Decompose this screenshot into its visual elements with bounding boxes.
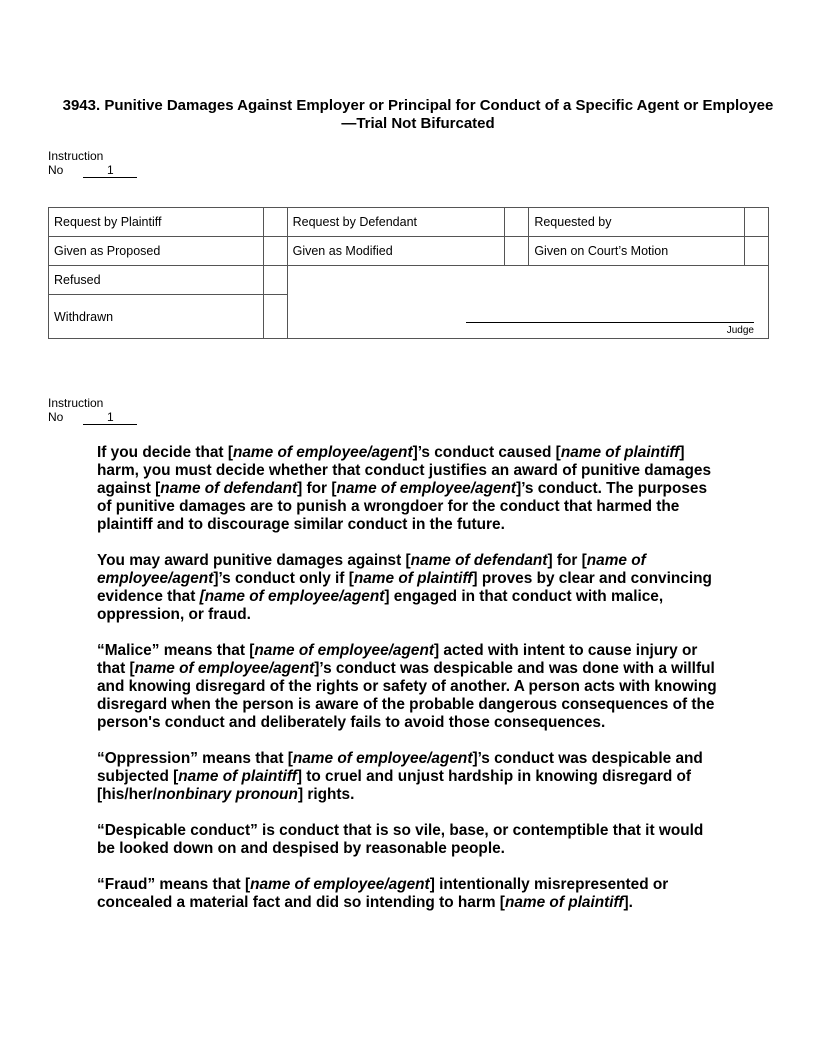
no-label: No [48, 410, 64, 424]
paragraph-5 [97, 822, 725, 858]
body-text: “Fraud” means that [ [97, 876, 251, 893]
refused-label: Refused [49, 266, 264, 295]
body-text: ] to cruel and unjust hardship in knowing disregard of [his/her/ [97, 768, 692, 803]
body-text: ] for [ [547, 552, 587, 569]
instruction-body [97, 444, 725, 930]
judge-signature-cell[interactable] [287, 266, 768, 339]
placeholder-text: name of defendant [410, 552, 548, 569]
instruction-label: Instruction [48, 149, 104, 163]
paragraph-2 [97, 552, 725, 624]
body-text: “Oppression” means that [ [97, 750, 293, 767]
body-text: “Despicable conduct” is conduct that is so vile, base, or contemptible that it would be looked down on and despised by reasonable people. [97, 822, 704, 857]
placeholder-text: name of employee/agent [97, 552, 646, 587]
instruction-label: Instruction [48, 396, 104, 410]
requested-by-box[interactable] [745, 208, 769, 237]
body-text: ]’s conduct. The purposes of punitive damages are to punish a wrongdoer for the conduct that harmed the plaintiff and to discourage similar conduct in the future. [97, 480, 708, 533]
given-proposed-label: Given as Proposed [49, 237, 264, 266]
paragraph-3 [97, 642, 725, 732]
placeholder-text: name of plaintiff [504, 894, 624, 911]
judge-label: Judge [726, 325, 754, 336]
paragraph-4 [97, 750, 725, 804]
body-text: ] proves by clear and convincing evidence that [97, 570, 712, 605]
placeholder-text: name of plaintiff [560, 444, 680, 461]
paragraph-6 [97, 876, 725, 912]
placeholder-text: nonbinary pronoun [156, 786, 298, 803]
withdrawn-label: Withdrawn [49, 295, 264, 339]
body-text: ]’s conduct was despicable and was done with a willful and knowing disregard of the rights or safety of another. A person acts with knowing disregard when the person is aware of the probable dangerous consequences of the person's conduct and deliberately fails to avoid those consequences. [97, 660, 717, 731]
instruction-number-field[interactable]: 1 [83, 164, 137, 178]
placeholder-text: [name of employee/agent [199, 588, 385, 605]
body-text: ] engaged in that conduct with malice, oppression, or fraud. [97, 588, 664, 623]
body-text: If you decide that [ [97, 444, 233, 461]
given-court-label: Given on Court’s Motion [529, 237, 745, 266]
instruction-number-top [48, 149, 137, 178]
placeholder-text: name of employee/agent [254, 642, 434, 659]
body-text: ] intentionally misrepresented or concealed a material fact and did so intending to harm [ [97, 876, 669, 911]
request-plaintiff-label: Request by Plaintiff [49, 208, 264, 237]
placeholder-text: name of employee/agent [232, 444, 413, 461]
body-text: ] for [ [297, 480, 337, 497]
requested-by-label: Requested by [529, 208, 745, 237]
no-label: No [48, 163, 64, 177]
instruction-title: 3943. Punitive Damages Against Employer or Principal for Conduct of a Specific Agent or Employee—Trial Not Bifurcated [62, 97, 774, 132]
body-text: ] harm, you must decide whether that conduct justifies an award of punitive damages against [ [97, 444, 712, 497]
placeholder-text: name of employee/agent [250, 876, 430, 893]
body-text: ]’s conduct only if [ [213, 570, 354, 587]
placeholder-text: name of employee/agent [336, 480, 517, 497]
body-text: ] rights. [297, 786, 355, 803]
placeholder-text: name of plaintiff [178, 768, 297, 785]
body-text: “Malice” means that [ [97, 642, 255, 659]
request-defendant-label: Request by Defendant [287, 208, 505, 237]
body-text: ] acted with intent to cause injury or that [ [97, 642, 698, 677]
request-plaintiff-box[interactable] [263, 208, 287, 237]
instruction-number-field[interactable]: 1 [83, 411, 137, 425]
paragraph-1 [97, 444, 725, 534]
placeholder-text: name of plaintiff [353, 570, 473, 587]
placeholder-text: name of employee/agent [134, 660, 315, 677]
disposition-table [48, 207, 769, 339]
body-text: ]’s conduct was despicable and subjected [ [97, 750, 703, 785]
body-text: ]’s conduct caused [ [412, 444, 561, 461]
body-text: ]. [623, 894, 633, 911]
refused-box[interactable] [263, 266, 287, 295]
request-defendant-box[interactable] [505, 208, 529, 237]
instruction-number-bottom [48, 396, 137, 425]
withdrawn-box[interactable] [263, 295, 287, 339]
given-proposed-box[interactable] [263, 237, 287, 266]
given-court-box[interactable] [745, 237, 769, 266]
given-modified-box[interactable] [505, 237, 529, 266]
signature-line [466, 322, 754, 323]
placeholder-text: name of defendant [160, 480, 298, 497]
given-modified-label: Given as Modified [287, 237, 505, 266]
placeholder-text: name of employee/agent [292, 750, 473, 767]
body-text: You may award punitive damages against [ [97, 552, 411, 569]
